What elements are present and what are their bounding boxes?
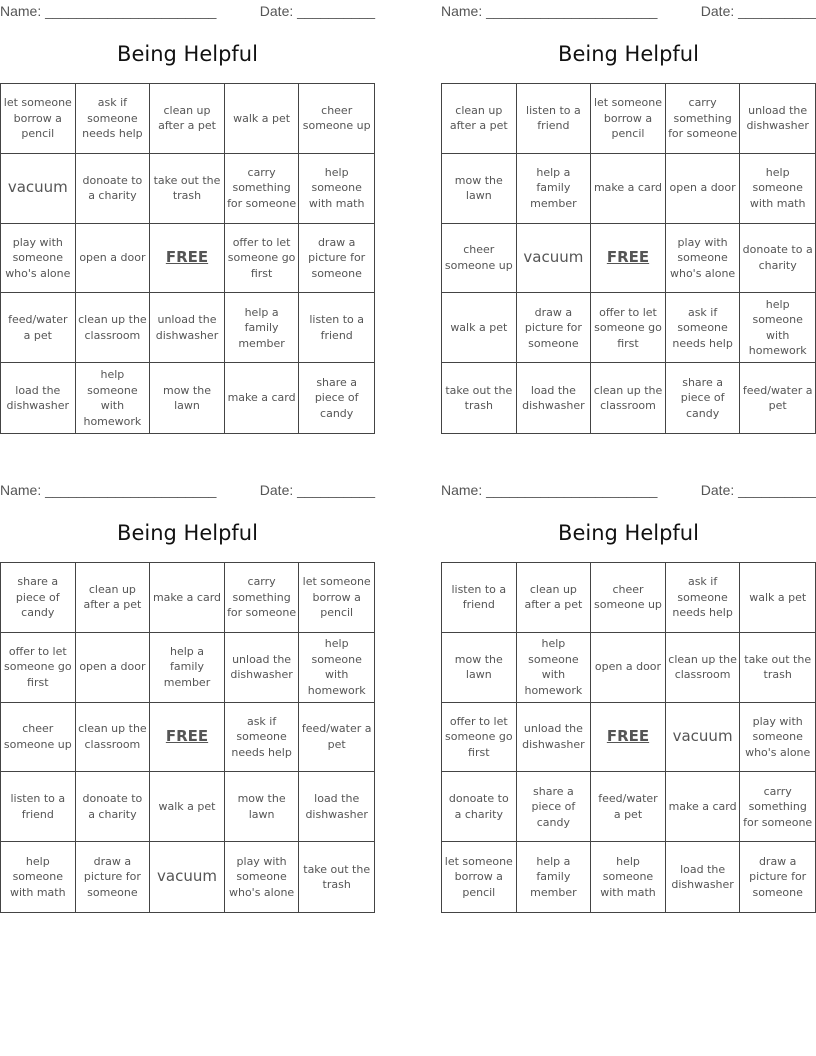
bingo-cell: clean up the classroom	[76, 703, 151, 773]
bingo-cell: clean up the classroom	[666, 633, 741, 703]
card-title: Being Helpful	[558, 42, 699, 66]
bingo-cell: cheer someone up	[591, 563, 666, 633]
bingo-cell: load the dishwasher	[666, 842, 741, 912]
name-field-label: Name: ______________________	[0, 482, 217, 498]
bingo-cell: share a piece of candy	[517, 772, 592, 842]
bingo-cell: carry something for someone	[666, 84, 741, 154]
bingo-cell: offer to let someone go first	[591, 293, 666, 363]
bingo-cell: draw a picture for someone	[517, 293, 592, 363]
bingo-cell: draw a picture for someone	[299, 224, 374, 294]
bingo-card	[0, 479, 375, 919]
bingo-cell: donoate to a charity	[76, 772, 151, 842]
bingo-cell: help a family member	[225, 293, 300, 363]
bingo-cell: open a door	[666, 154, 741, 224]
bingo-cell: take out the trash	[740, 633, 815, 703]
free-space-cell: FREE	[150, 703, 225, 773]
bingo-cell: walk a pet	[225, 84, 300, 154]
bingo-cell: open a door	[76, 224, 151, 294]
bingo-cell: share a piece of candy	[1, 563, 76, 633]
bingo-cell: carry something for someone	[225, 563, 300, 633]
bingo-cell: ask if someone needs help	[666, 563, 741, 633]
bingo-cell: listen to a friend	[517, 84, 592, 154]
bingo-cell: walk a pet	[442, 293, 517, 363]
bingo-cell: feed/water a pet	[742, 383, 813, 413]
bingo-cell: walk a pet	[740, 563, 815, 633]
bingo-cell: let someone borrow a pencil	[442, 842, 517, 912]
card-header	[441, 0, 816, 22]
bingo-cell: draw a picture for someone	[76, 842, 151, 912]
free-space-cell: FREE	[150, 224, 225, 294]
name-field-label: Name: ______________________	[441, 482, 658, 498]
bingo-cell: cheer someone up	[442, 224, 517, 294]
bingo-cell: mow the lawn	[442, 154, 517, 224]
bingo-cell: offer to let someone go first	[1, 633, 76, 703]
date-field-label: Date: __________	[259, 482, 375, 498]
bingo-cell: load the dishwasher	[517, 363, 592, 433]
name-field-label: Name: ______________________	[441, 3, 658, 19]
bingo-card	[441, 0, 816, 440]
bingo-cell: vacuum	[150, 842, 225, 912]
bingo-card	[0, 0, 375, 440]
bingo-cell: vacuum	[1, 154, 76, 224]
date-field-label: Date: __________	[259, 3, 375, 19]
bingo-cell: feed/water a pet	[299, 703, 374, 773]
free-space-cell: FREE	[591, 224, 666, 294]
bingo-cell: play with someone who's alone	[225, 842, 300, 912]
bingo-cell: listen to a friend	[299, 293, 374, 363]
bingo-cell: unload the dishwasher	[517, 703, 592, 773]
bingo-cell: help a family member	[517, 842, 592, 912]
card-title: Being Helpful	[117, 42, 258, 66]
bingo-grid	[441, 562, 816, 913]
bingo-cell: take out the trash	[442, 363, 517, 433]
bingo-cell: help someone with math	[591, 842, 666, 912]
bingo-cell: help someone with homework	[76, 363, 151, 433]
bingo-cell: vacuum	[666, 703, 741, 773]
bingo-cell: carry something for someone	[740, 772, 815, 842]
bingo-cell: ask if someone needs help	[76, 84, 151, 154]
bingo-cell: mow the lawn	[150, 363, 225, 433]
bingo-cell: clean up after a pet	[442, 84, 517, 154]
card-header	[0, 0, 375, 22]
card-header	[441, 479, 816, 501]
bingo-cell: walk a pet	[150, 772, 225, 842]
free-space-cell: FREE	[591, 703, 666, 773]
bingo-card	[441, 479, 816, 919]
bingo-cell: let someone borrow a pencil	[1, 84, 76, 154]
bingo-cell: mow the lawn	[225, 772, 300, 842]
card-title: Being Helpful	[117, 521, 258, 545]
card-title: Being Helpful	[558, 521, 699, 545]
date-field-label: Date: __________	[700, 482, 816, 498]
card-header	[0, 479, 375, 501]
bingo-grid	[0, 562, 375, 913]
bingo-cell: play with someone who's alone	[740, 703, 815, 773]
bingo-cell: make a card	[591, 154, 666, 224]
bingo-cell: share a piece of candy	[314, 375, 359, 420]
bingo-cell: clean up the classroom	[591, 363, 666, 433]
bingo-cell: clean up after a pet	[76, 563, 151, 633]
bingo-cell: draw a picture for someone	[749, 854, 807, 899]
bingo-cell: help someone with math	[299, 154, 374, 224]
bingo-cell: open a door	[591, 633, 666, 703]
bingo-cell: unload the dishwasher	[150, 293, 225, 363]
bingo-grid	[0, 83, 375, 434]
bingo-cell: load the dishwasher	[299, 772, 374, 842]
bingo-cell: unload the dishwasher	[740, 84, 815, 154]
bingo-cell: listen to a friend	[1, 772, 76, 842]
bingo-cell: clean up after a pet	[150, 84, 225, 154]
bingo-cell: offer to let someone go first	[225, 224, 300, 294]
bingo-cell: donoate to a charity	[442, 772, 517, 842]
bingo-cell: help someone with homework	[740, 293, 815, 363]
bingo-cell: take out the trash	[303, 862, 371, 892]
bingo-cell: open a door	[76, 633, 151, 703]
bingo-cell: mow the lawn	[442, 633, 517, 703]
bingo-cell: take out the trash	[150, 154, 225, 224]
bingo-cell: feed/water a pet	[1, 293, 76, 363]
bingo-cell: feed/water a pet	[591, 772, 666, 842]
bingo-cell: help a family member	[517, 154, 592, 224]
bingo-cell: help someone with homework	[299, 633, 374, 703]
bingo-cell: let someone borrow a pencil	[299, 563, 374, 633]
bingo-cell: make a card	[666, 772, 741, 842]
bingo-grid	[441, 83, 816, 434]
bingo-cell: carry something for someone	[225, 154, 300, 224]
bingo-cell: let someone borrow a pencil	[591, 84, 666, 154]
bingo-cell: ask if someone needs help	[225, 703, 300, 773]
bingo-cell: clean up after a pet	[517, 563, 592, 633]
bingo-cell: ask if someone needs help	[666, 293, 741, 363]
bingo-cell: listen to a friend	[442, 563, 517, 633]
bingo-cell: offer to let someone go first	[442, 703, 517, 773]
bingo-cell: play with someone who's alone	[666, 224, 741, 294]
bingo-cell: help someone with homework	[517, 633, 592, 703]
bingo-cell: clean up the classroom	[76, 293, 151, 363]
bingo-cell: help someone with math	[1, 842, 76, 912]
bingo-cell: make a card	[225, 363, 300, 433]
bingo-cell: help someone with math	[740, 154, 815, 224]
bingo-cell: donoate to a charity	[740, 224, 815, 294]
bingo-cell: cheer someone up	[299, 84, 374, 154]
bingo-cell: make a card	[150, 563, 225, 633]
bingo-cell: vacuum	[517, 224, 592, 294]
bingo-cell: share a piece of candy	[666, 363, 741, 433]
bingo-cell: cheer someone up	[1, 703, 76, 773]
date-field-label: Date: __________	[700, 3, 816, 19]
bingo-cell: donoate to a charity	[76, 154, 151, 224]
name-field-label: Name: ______________________	[0, 3, 217, 19]
bingo-cell: load the dishwasher	[1, 363, 76, 433]
bingo-cell: play with someone who's alone	[1, 224, 76, 294]
bingo-cell: help a family member	[150, 633, 225, 703]
bingo-cell: unload the dishwasher	[225, 633, 300, 703]
